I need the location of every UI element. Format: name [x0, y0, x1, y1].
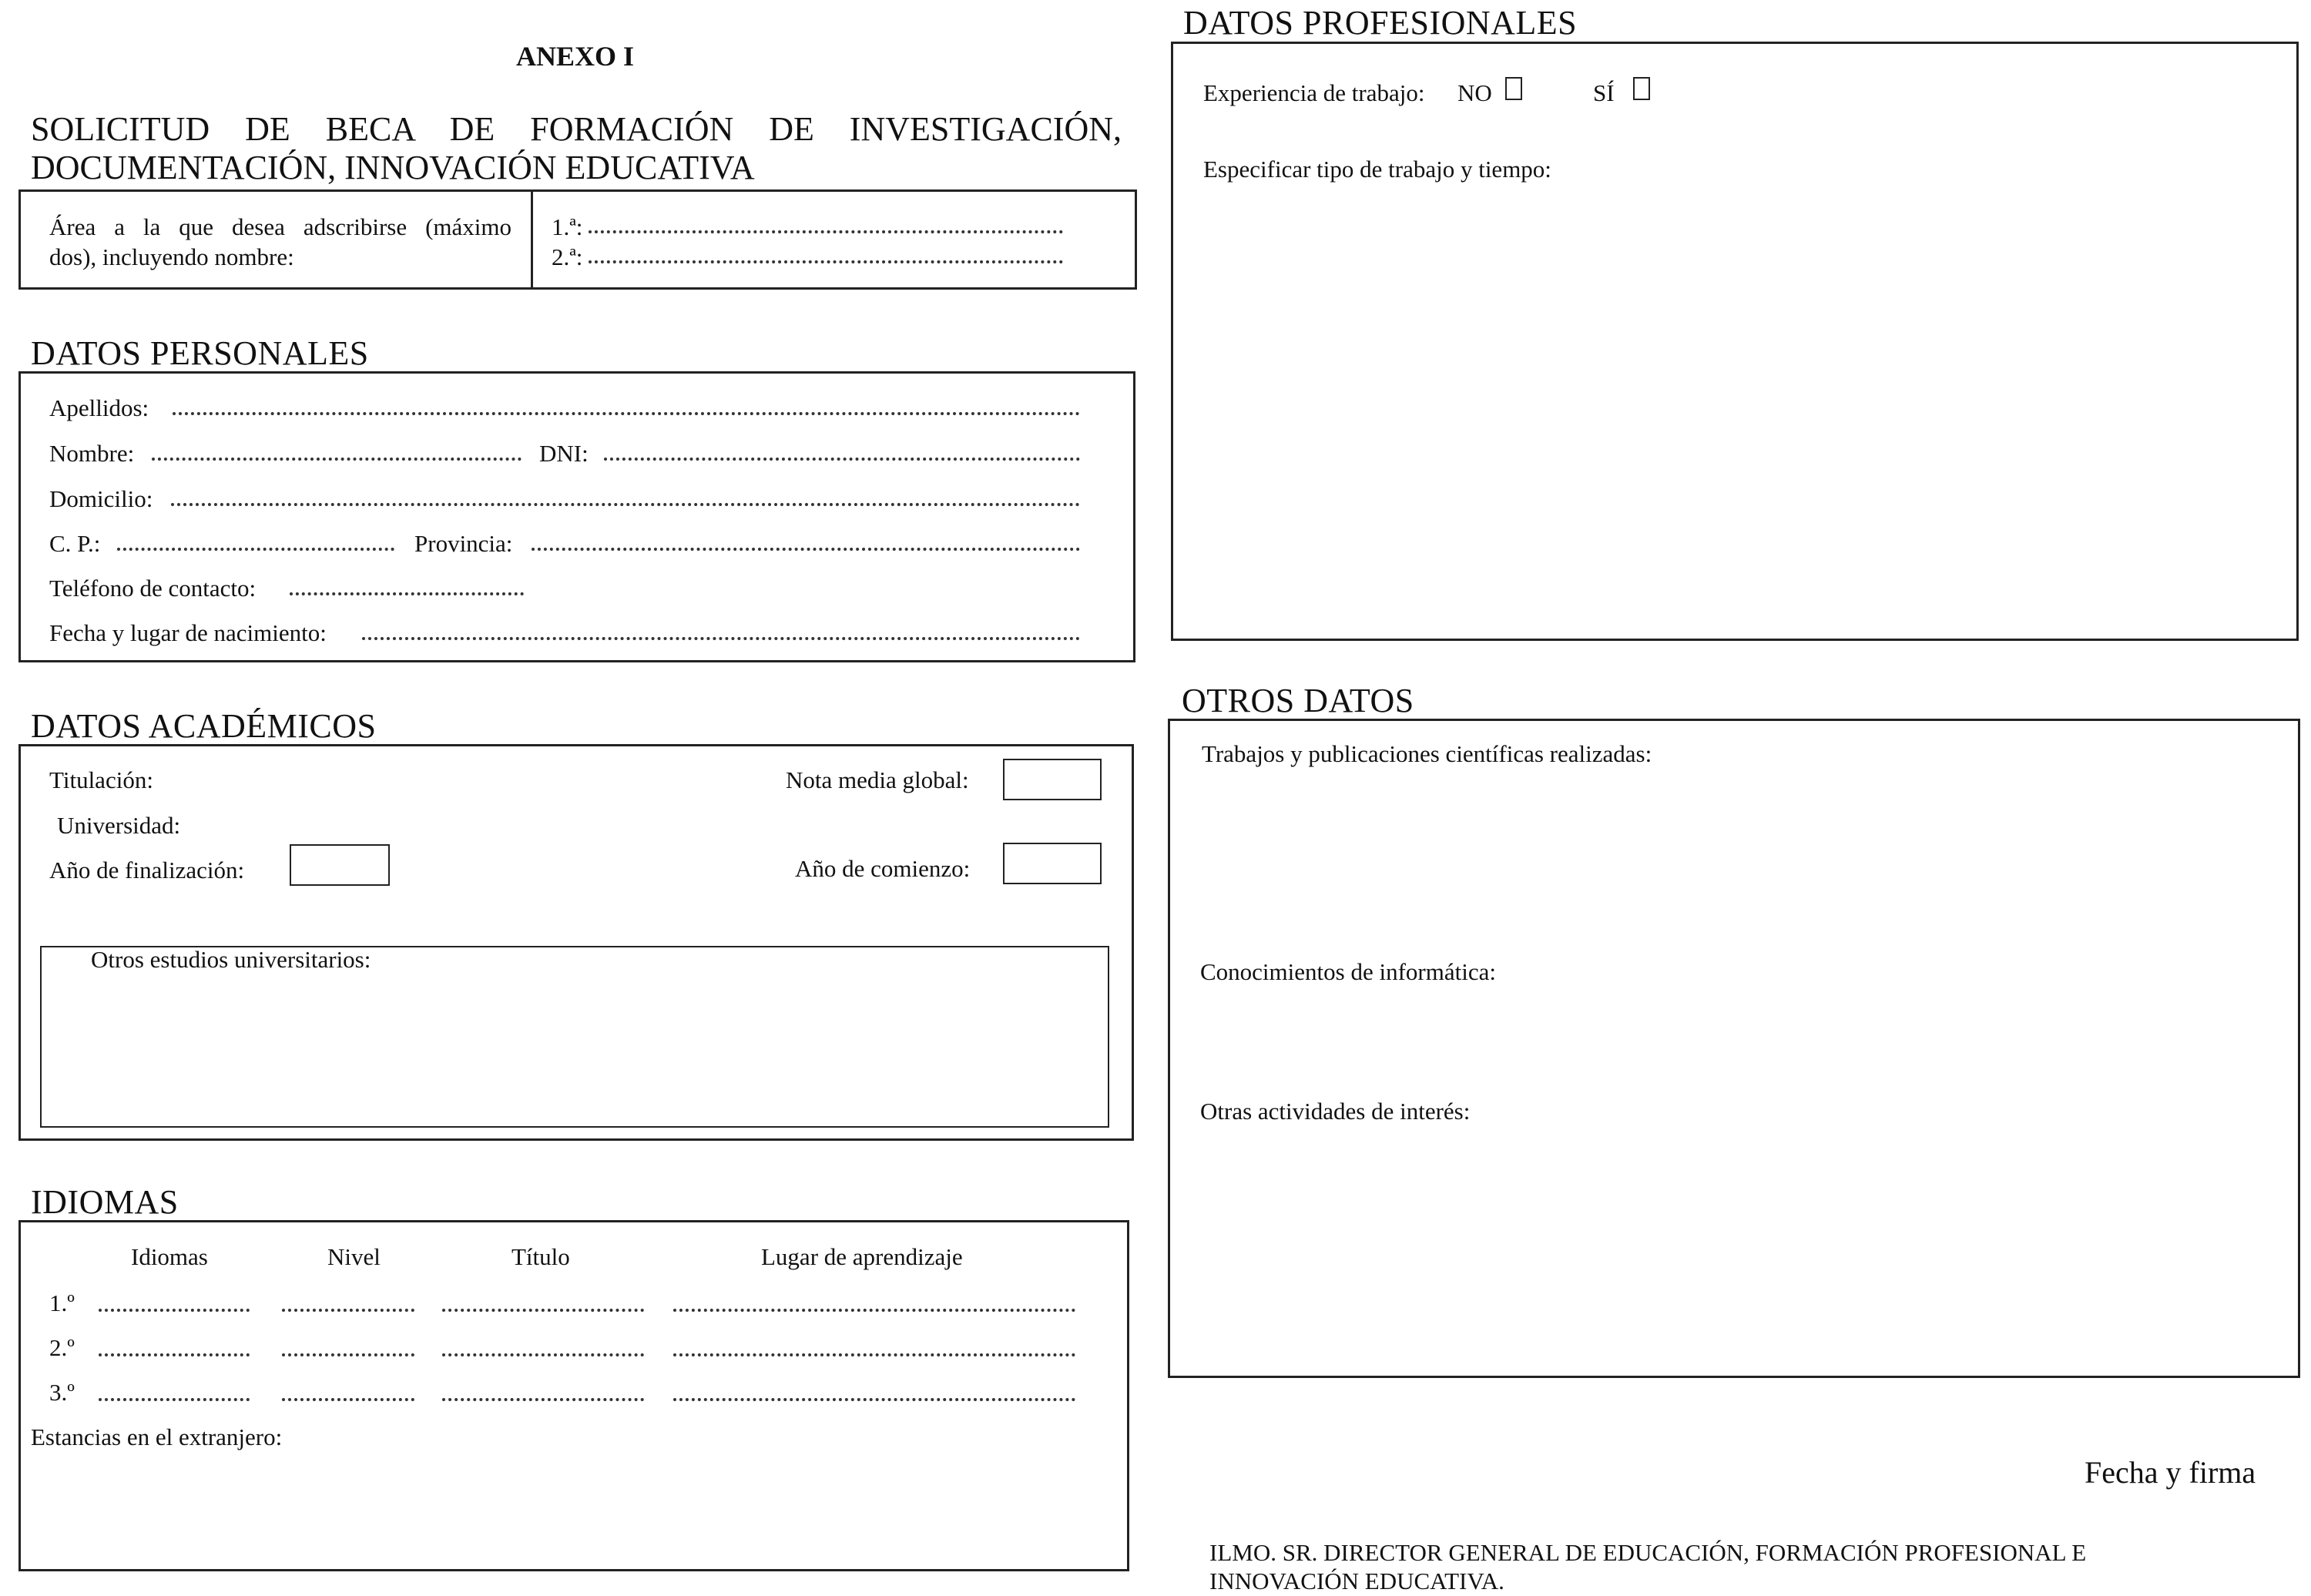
language-row-3-lugar[interactable]: [673, 1398, 1075, 1401]
dni-label: DNI:: [539, 440, 589, 467]
provincia-field[interactable]: [532, 548, 1080, 551]
col-header-titulo: Título: [512, 1243, 570, 1270]
telefono-label: Teléfono de contacto:: [49, 575, 257, 602]
language-row-3-nivel[interactable]: [282, 1398, 414, 1401]
dni-field[interactable]: [604, 458, 1080, 461]
language-row-3-idioma[interactable]: [99, 1398, 250, 1401]
area-option-2-label: 2.ª:: [552, 243, 583, 270]
language-row-1-index: 1.º: [49, 1289, 75, 1316]
language-row-1-lugar[interactable]: [673, 1309, 1075, 1312]
domicilio-label: Domicilio:: [49, 485, 153, 512]
informatica-label: Conocimientos de informática:: [1200, 958, 1496, 985]
area-prompt-line-2: dos), incluyendo nombre:: [49, 243, 294, 270]
especificar-label: Especificar tipo de trabajo y tiempo:: [1203, 156, 1551, 183]
col-header-lugar: Lugar de aprendizaje: [761, 1243, 963, 1270]
fecha-lugar-field[interactable]: [362, 637, 1080, 640]
universidad-label: Universidad:: [57, 812, 181, 839]
annex-title: ANEXO I: [516, 41, 635, 72]
professional-heading: DATOS PROFESIONALES: [1183, 4, 1578, 42]
apellidos-label: Apellidos:: [49, 394, 149, 421]
languages-box: [18, 1220, 1129, 1571]
anio-fin-label: Año de finalización:: [49, 857, 245, 884]
telefono-field[interactable]: [290, 592, 524, 595]
anio-comienzo-label: Año de comienzo:: [795, 855, 971, 882]
nombre-label: Nombre:: [49, 440, 135, 467]
academic-heading: DATOS ACADÉMICOS: [31, 707, 377, 745]
language-row-1-idioma[interactable]: [99, 1309, 250, 1312]
personal-heading: DATOS PERSONALES: [31, 334, 369, 372]
domicilio-field[interactable]: [171, 503, 1080, 506]
otros-estudios-label: Otros estudios universitarios:: [91, 946, 371, 973]
form-title-line-2: DOCUMENTACIÓN, INNOVACIÓN EDUCATIVA: [31, 149, 755, 186]
language-row-2-nivel[interactable]: [282, 1353, 414, 1356]
language-row-2-index: 2.º: [49, 1334, 75, 1361]
professional-box: [1171, 42, 2299, 641]
recipient: [1209, 1538, 2086, 1595]
no-checkbox[interactable]: [1505, 77, 1522, 100]
other-box: [1168, 719, 2300, 1378]
nota-media-input[interactable]: [1003, 759, 1102, 800]
si-label: SÍ: [1593, 79, 1615, 106]
area-option-1-label: 1.ª:: [552, 213, 583, 240]
language-row-3-index: 3.º: [49, 1379, 75, 1406]
language-row-2-lugar[interactable]: [673, 1353, 1075, 1356]
titulacion-label: Titulación:: [49, 766, 153, 793]
recipient-line-1: ILMO. SR. DIRECTOR GENERAL DE EDUCACIÓN, FORMACIÓN PROFESIONAL E: [1209, 1539, 2087, 1566]
language-row-3-titulo[interactable]: [442, 1398, 644, 1401]
other-heading: OTROS DATOS: [1182, 682, 1414, 719]
experiencia-label: Experiencia de trabajo:: [1203, 79, 1425, 106]
anio-fin-input[interactable]: [290, 844, 390, 886]
col-header-idiomas: Idiomas: [131, 1243, 208, 1270]
col-header-nivel: Nivel: [327, 1243, 381, 1270]
nombre-field[interactable]: [152, 458, 522, 461]
language-row-1-nivel[interactable]: [282, 1309, 414, 1312]
otros-estudios-box[interactable]: [40, 946, 1109, 1128]
cp-label: C. P.:: [49, 530, 101, 557]
provincia-label: Provincia:: [414, 530, 513, 557]
form-title: [31, 112, 1122, 185]
si-checkbox[interactable]: [1633, 77, 1650, 100]
fecha-lugar-label: Fecha y lugar de nacimiento:: [49, 619, 327, 646]
anio-comienzo-input[interactable]: [1003, 843, 1102, 884]
language-row-2-titulo[interactable]: [442, 1353, 644, 1356]
fecha-firma: Fecha y firma: [2085, 1455, 2256, 1490]
area-option-1-field[interactable]: [589, 230, 1063, 233]
nota-media-label: Nota media global:: [786, 766, 969, 793]
apellidos-field[interactable]: [173, 412, 1080, 415]
form-title-line-1: SOLICITUD DE BECA DE FORMACIÓN DE INVESTIGACIÓN,: [31, 110, 1122, 148]
languages-heading: IDIOMAS: [31, 1183, 179, 1221]
area-prompt-line-1: Área a la que desea adscribirse (máximo: [49, 213, 512, 240]
recipient-line-2: INNOVACIÓN EDUCATIVA.: [1209, 1568, 1504, 1595]
trabajos-label: Trabajos y publicaciones científicas realizadas:: [1202, 740, 1652, 767]
language-row-1-titulo[interactable]: [442, 1309, 644, 1312]
no-label: NO: [1457, 79, 1492, 106]
actividades-label: Otras actividades de interés:: [1200, 1098, 1471, 1125]
estancias-label: Estancias en el extranjero:: [31, 1423, 283, 1450]
language-row-2-idioma[interactable]: [99, 1353, 250, 1356]
area-divider: [531, 189, 533, 290]
cp-field[interactable]: [117, 548, 394, 551]
area-option-2-field[interactable]: [589, 260, 1063, 263]
